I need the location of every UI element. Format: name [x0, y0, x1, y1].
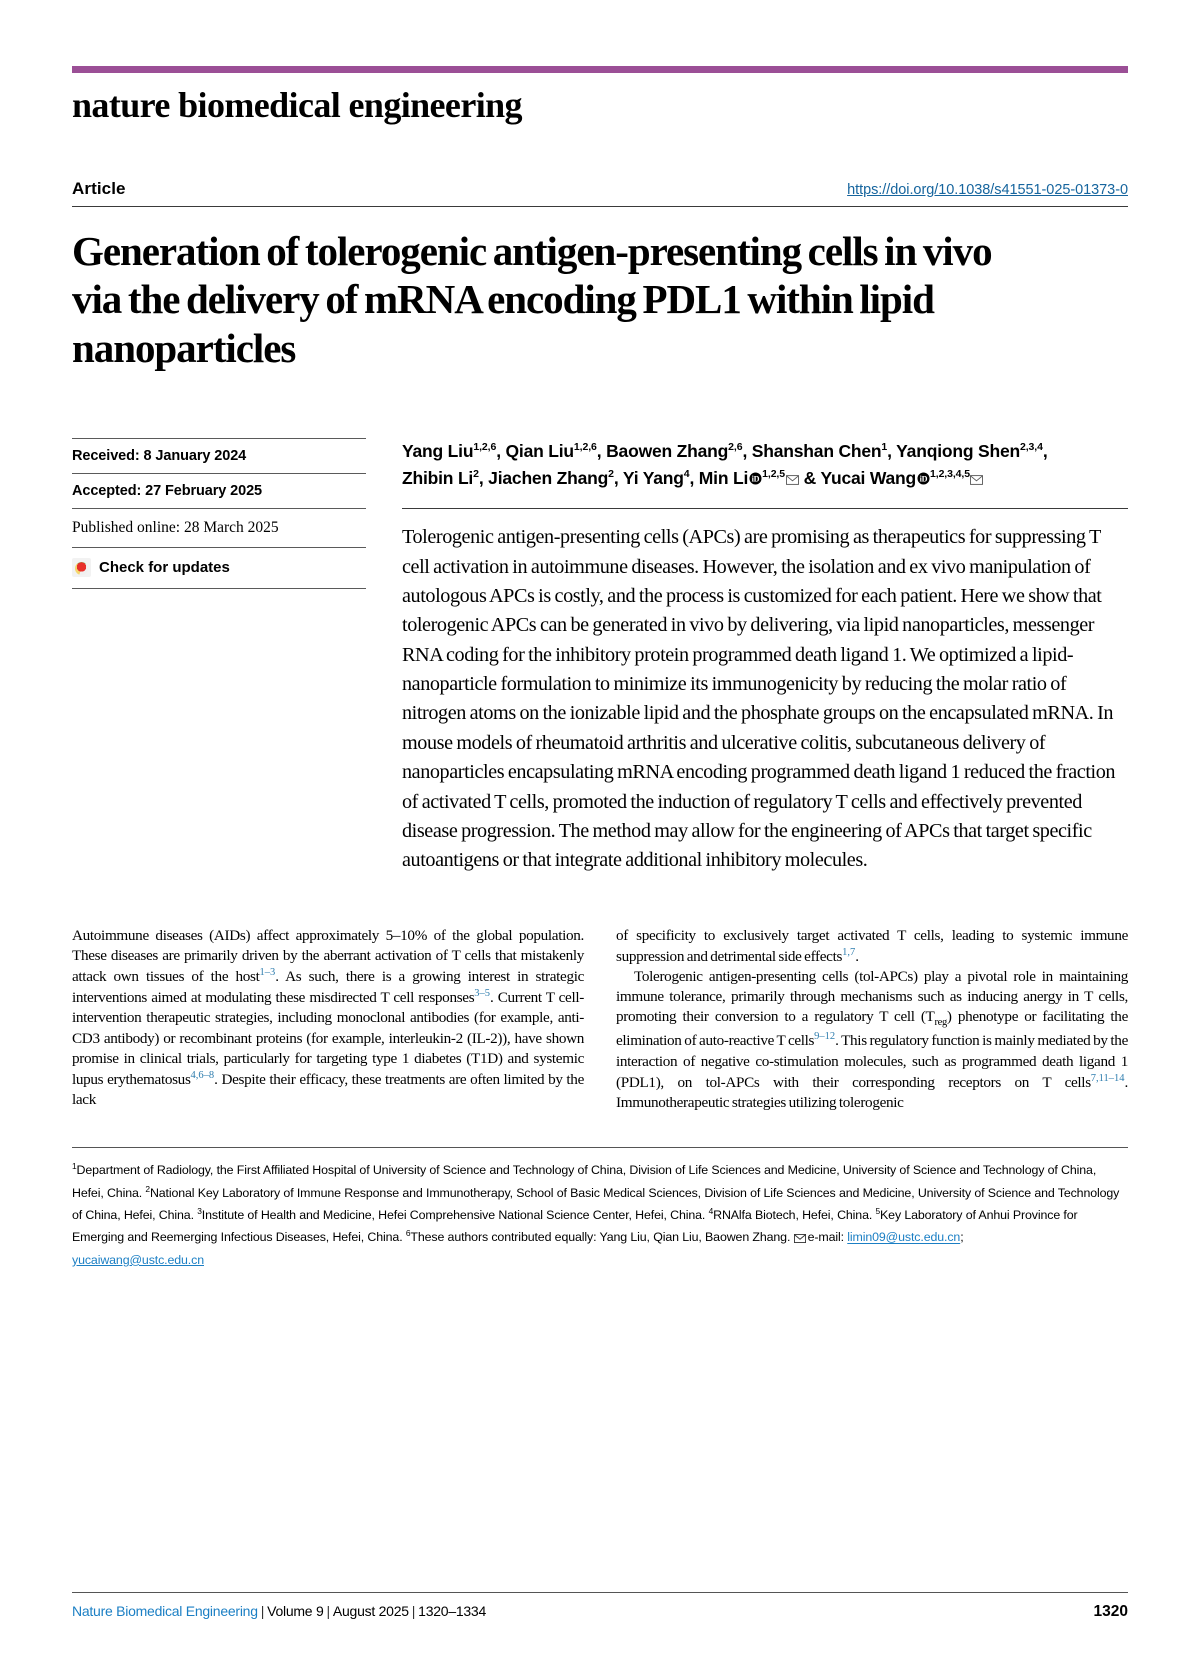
body-column-left [72, 926, 584, 1113]
page-footer [72, 1592, 1128, 1621]
footer-journal-name[interactable]: Nature Biomedical Engineering [72, 1603, 258, 1619]
body-text-run: . Despite their efficacy, these treatments are often limited by the lack [72, 1070, 584, 1109]
citation-ref[interactable]: 7,11–14 [1090, 1072, 1125, 1084]
article-doi-row [72, 179, 1128, 199]
email-envelope-icon [794, 1229, 806, 1250]
footer-pages: 1320–1334 [418, 1603, 486, 1619]
corresponding-author-envelope-icon[interactable] [970, 466, 983, 493]
article-type-label: Article [72, 178, 126, 198]
footer-citation [72, 1603, 486, 1619]
affiliation-marker: 5 [875, 1205, 881, 1216]
accepted-date: Accepted: 27 February 2025 [72, 473, 366, 508]
doi-link[interactable]: https://doi.org/10.1038/s41551-025-01373-0 [847, 181, 1128, 198]
affiliation-text: Department of Radiology, the First Affiliated Hospital of University of Science and Technology of China, Division of Life Sciences and Medicine, University of Science and Technology of China, Hefei, China. [72, 1163, 1097, 1200]
citation-ref[interactable]: 4,6–8 [190, 1069, 215, 1081]
affiliation-text: Institute of Health and Medicine, Hefei Comprehensive National Science Center, Hefei, China. [201, 1208, 709, 1223]
page-number: 1320 [1093, 1603, 1128, 1620]
affiliation-text: Key Laboratory of Anhui Province for Emerging and Reemerging Infectious Diseases, Hefei, China. [72, 1208, 1078, 1245]
body-text-run: of specificity to exclusively target activated T cells, leading to systemic immune suppression and detrimental side effects [616, 926, 1128, 965]
footer-volume: Volume 9 [267, 1603, 324, 1619]
svg-text:iD: iD [751, 473, 760, 483]
footer-separator: | [326, 1603, 330, 1619]
citation-ref[interactable]: 3–5 [474, 988, 491, 1000]
journal-masthead-title: nature biomedical engineering [72, 85, 522, 125]
paper-page [0, 66, 1200, 1659]
citation-ref[interactable]: 1–3 [259, 967, 276, 979]
page-title: Generation of tolerogenic antigen-presenting cells in vivo via the delivery of mRNA encoding PDL1 within lipid nanoparticles [72, 227, 992, 371]
affiliation-marker: 2 [145, 1183, 150, 1194]
meta-abstract-section [72, 438, 1128, 876]
affiliation-marker: 4 [708, 1205, 714, 1216]
author-list [402, 438, 1128, 508]
body-text-columns [72, 926, 1128, 1113]
body-text-run: . Immunotherapeutic strategies utilizing tolerogenic [616, 1073, 1128, 1111]
body-text-run: . This regulatory function is mainly mediated by the interaction of negative co-stimulation molecules, such as programmed death ligand 1 (PDL1), on tol-APCs with their corresponding receptors on T cells [616, 1032, 1128, 1091]
email-link-yucaiwang[interactable]: yucaiwang@ustc.edu.cn [72, 1252, 204, 1267]
published-date: Published online: 28 March 2025 [72, 508, 366, 547]
received-date: Received: 8 January 2024 [72, 438, 366, 473]
footer-date: August 2025 [332, 1603, 409, 1619]
equal-contribution-note: These authors contributed equally: Yang Liu, Qian Liu, Baowen Zhang. [410, 1230, 794, 1245]
email-separator: ; [960, 1230, 964, 1245]
author-line-2: Zhibin Li$^2$, Jiachen Zhang$^2$, Yi Yang$^4$, Min Li iD $^{1,2,5}$ & Yucai Wang iD $^{1,2,3,4,5}$ [402, 468, 984, 488]
affiliation-marker: 1 [72, 1161, 77, 1172]
body-column-right [616, 926, 1128, 1113]
authors-abstract-column [390, 438, 1128, 876]
orcid-icon[interactable] [917, 466, 930, 493]
check-for-updates-label: Check for updates [99, 558, 230, 576]
body-text-run: Tolerogenic antigen-presenting cells (tol-APCs) play a pivotal role in maintaining immune tolerance, primarily through mechanisms such as inducing anergy in T cells, promoting their conversion to a regulatory T cell (T [616, 968, 1128, 1026]
footer-separator: | [411, 1603, 416, 1619]
citation-ref[interactable]: 1,7 [842, 946, 856, 958]
svg-text:iD: iD [919, 473, 927, 483]
citation-ref[interactable]: 9–12 [814, 1031, 836, 1043]
crossmark-icon [72, 558, 91, 577]
publication-meta-sidebar [72, 438, 390, 876]
affiliation-text: RNAlfa Biotech, Hefei, China. [713, 1208, 876, 1223]
affiliation-text: National Key Laboratory of Immune Response and Immunotherapy, School of Basic Medical Sciences, Division of Life Sciences and Medicine, University of Science and Technology of China, Hefei, China. [72, 1185, 1120, 1223]
body-text-run: . [855, 948, 859, 965]
email-link-limin[interactable]: limin09@ustc.edu.cn [847, 1230, 961, 1245]
check-for-updates-button[interactable] [72, 547, 366, 588]
affiliation-marker: 3 [197, 1205, 202, 1216]
brand-accent-bar [72, 66, 1128, 73]
abstract-text: Tolerogenic antigen-presenting cells (APCs) are promising as therapeutics for suppressing T cell activation in autoimmune diseases. However, the isolation and ex vivo manipulation of autologous APCs is costly, and the process is customized for each patient. Here we show that tolerogenic APCs can be generated in vivo by delivering, via lipid nanoparticles, messenger RNA coding for the inhibitory protein programmed death ligand 1. We optimized a lipid-nanoparticle formulation to minimize its immunogenicity by reducing the molar ratio of nitrogen atoms on the ionizable lipid and the phosphate groups on the encapsulated mRNA. In mouse models of rheumatoid arthritis and ulcerative colitis, subcutaneous delivery of nanoparticles encapsulating mRNA encoding programmed death ligand 1 reduced the fraction of activated T cells, promoted the induction of regulatory T cells and effectively prevented disease progression. The method may allow for the engineering of APCs that target specific autoantigens or that integrate additional inhibitory molecules. [402, 508, 1128, 876]
affiliations-footnote [72, 1147, 1128, 1271]
paragraph [72, 926, 584, 1110]
footer-separator: | [260, 1603, 265, 1619]
body-text-run: ) phenotype or facilitating the elimination of auto-reactive T cells [616, 1008, 1128, 1050]
paragraph [616, 967, 1128, 1113]
body-text-run: . Current T cell-intervention therapeutic strategies, including monoclonal antibodies (for example, anti-CD3 antibody) or recombinant proteins (for example, interleukin-2 (IL-2)), have shown promise in clinical trials, particularly for targeting type 1 diabetes (T1D) and systemic lupus erythematosus [72, 989, 584, 1088]
meta-bottom-divider [72, 588, 366, 589]
body-text-run: Autoimmune diseases (AIDs) affect approximately 5–10% of the global population. These diseases are primarily driven by the aberrant activation of T cells that mistakenly attack own tissues of the host [72, 926, 584, 986]
author-line-1: Yang Liu$^{1,2,6}$, Qian Liu$^{1,2,6}$, Baowen Zhang$^{2,6}$, Shanshan Chen$^1$, Yanqiong Shen$^{2,3,4}$, [402, 440, 1048, 461]
subscript-text: reg [934, 1017, 947, 1029]
header-divider [72, 206, 1128, 207]
orcid-icon[interactable] [749, 466, 762, 493]
affiliation-marker: 6 [405, 1228, 411, 1239]
corresponding-author-envelope-icon[interactable] [786, 466, 799, 493]
paragraph [616, 926, 1128, 967]
email-label: e-mail: [807, 1230, 848, 1245]
body-text-run: . As such, there is a growing interest in strategic interventions aimed at modulating these misdirected T cell responses [72, 968, 585, 1007]
